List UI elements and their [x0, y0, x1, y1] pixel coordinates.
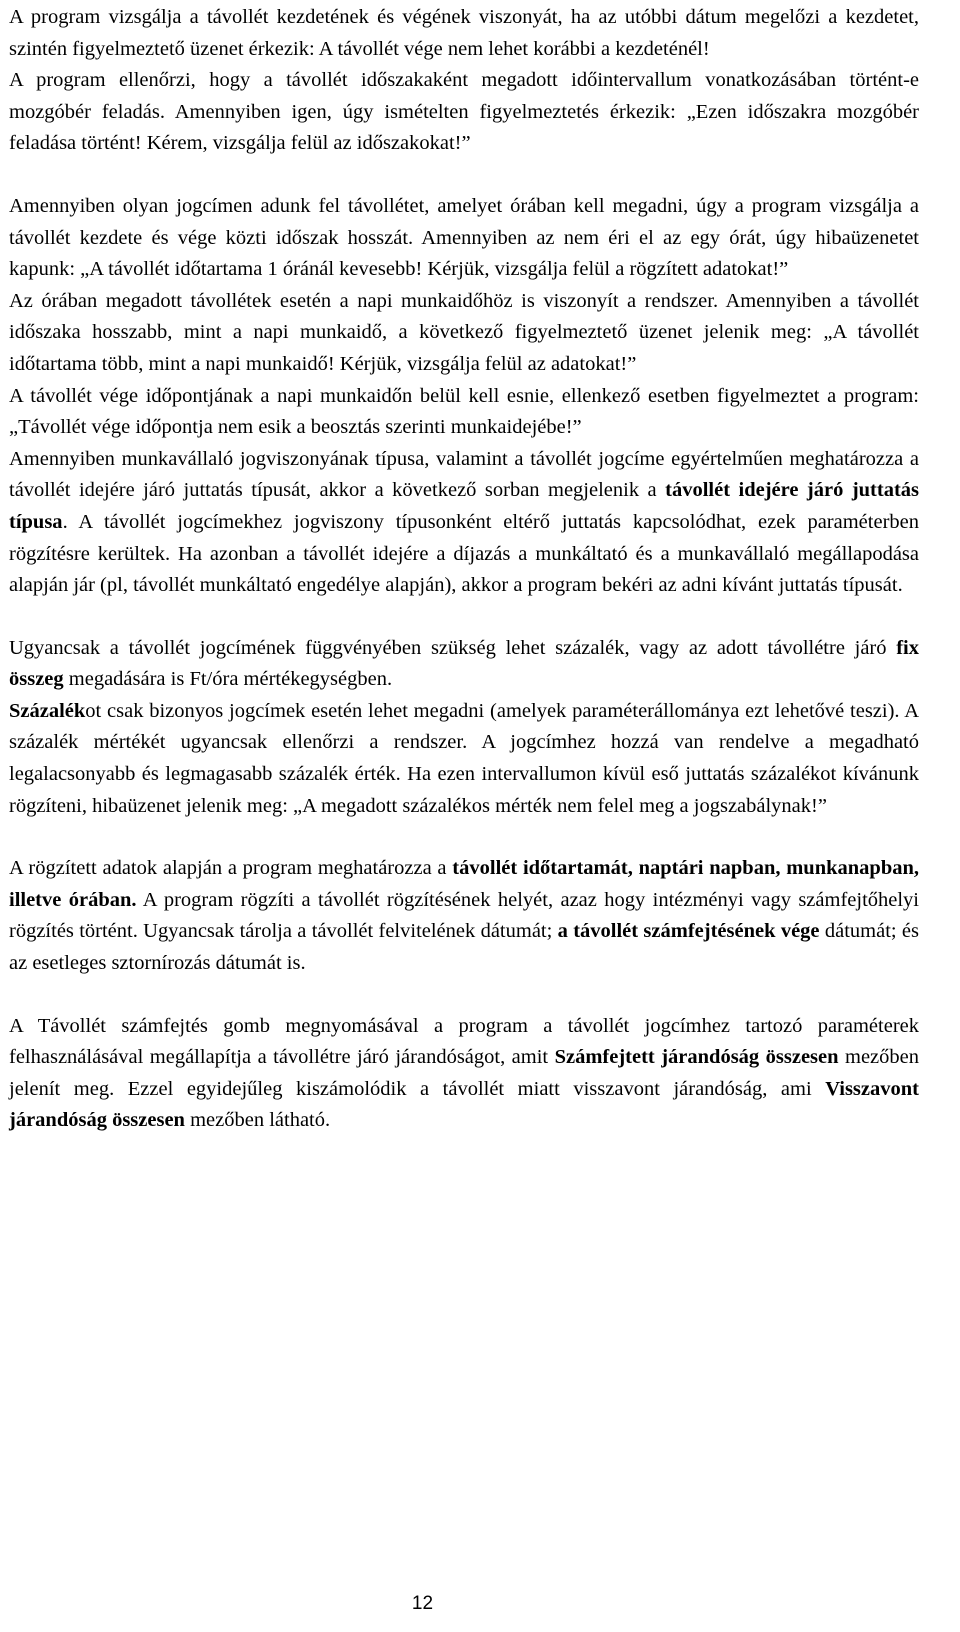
paragraph-mozgober-check: A program ellenőrzi, hogy a távollét időszakaként megadott időintervallum vonatkozásában történt-e mozgóbér feladás. Amennyiben igen, úgy ismételten figyelmeztetés érkezik: „Ezen időszakra mozgóbér feladása történt! Kérem, vizsgálja felül az időszakokat!” — [9, 69, 919, 155]
percentage-term: Százalék — [9, 699, 86, 722]
paragraph-end-before-start: A program vizsgálja a távollét kezdetének és végének viszonyát, ha az utóbbi dátum megelőzi a kezdetet, szintén figyelmeztető üzenet érkezik: A távollét vége nem lehet korábbi a kezdeténél! — [9, 6, 919, 60]
settled-total-term: Számfejtett járandóság összesen — [554, 1046, 839, 1069]
benefit-type-term: távollét idejére járó juttatás típusa — [9, 479, 920, 533]
paragraph-settlement-button: A Távollét számfejtés gomb megnyomásával a program a távollét jogcímhez tartozó paraméterek felhasználásával megállapítja a távollétre járó járandóságot, amit Számfejtett járandóság összesen mezőben jelenít meg. Ezzel egyidejűleg kiszámolódik a távollét miatt visszavont járandóság, ami Visszavont járandóság összesen mezőben látható. — [9, 1014, 919, 1132]
duration-term: távollét időtartamát, naptári napban, munkanapban, illetve órában. — [9, 857, 919, 911]
document-body — [9, 2, 919, 1137]
page-number: 12 — [411, 1593, 434, 1614]
paragraph-duration-calc: A rögzített adatok alapján a program meghatározza a távollét időtartamát, naptári napban, munkanapban, illetve órában. A program rögzíti a távollét rögzítésének helyét, azaz hogy intézményi vagy számfejtőhelyi rögzítés történt. Ugyancsak tárolja a távollét felvitelének dátumát; a távollét számfejtésének vége dátumát; és az esetleges sztornírozás dátumát is. — [9, 857, 920, 975]
revoked-total-term: Visszavont járandóság összesen — [9, 1077, 919, 1132]
paragraph-end-time-check: A távollét vége időpontjának a napi munkaidőn belül kell esnie, ellenkező esetben figyelmeztet a program: „Távollét vége időpontja nem esik a beosztás szerinti munkaidejébe!” — [9, 384, 919, 439]
paragraph-percentage: Százalékot csak bizonyos jogcímek esetén lehet megadni (amelyek paraméterállománya ezt lehetővé teszi). A százalék mértékét ugyancsak ellenőrzi a rendszer. A jogcímhez hozzá van rendelve a megadható legalacsonyabb és legmagasabb százalék érték. Ha ezen intervallumon kívül eső juttatás százalékot kívánunk rögzíteni, hibaüzenet jelenik meg: „A megadott százalékos mérték nem felel meg a jogszabálynak!” — [9, 699, 919, 817]
paragraph-benefit-type: Amennyiben munkavállaló jogviszonyának típusa, valamint a távollét jogcíme egyértelműen meghatározza a távollét idejére járó juttatás típusát, akkor a következő sorban megjelenik a távollét idejére járó juttatás típusa. A távollét jogcímekhez jogviszony típusonként eltérő juttatás kapcsolódhat, ezek paraméterben rögzítésre kerültek. Ha azonban a távollét idejére a díjazás a munkáltató és a munkavállaló megállapodása alapján jár (pl, távollét munkáltató engedélye alapján), akkor a program bekéri az adni kívánt juttatás típusát. — [9, 447, 920, 597]
paragraph-gap — [9, 980, 919, 1011]
paragraph-fixed-amount: Ugyancsak a távollét jogcímének függvényében szükség lehet százalék, vagy az adott távollétre járó fix összeg megadására is Ft/óra mértékegységben. — [9, 636, 919, 691]
paragraph-daily-worktime: Az órában megadott távollétek esetén a napi munkaidőhöz is viszonyít a rendszer. Amennyiben a távollét időszaka hosszabb, mint a napi munkaidő, a következő figyelmeztető üzenet jelenik meg: „A távollét időtartama több, mint a napi munkaidő! Kérjük, vizsgálja felül az adatokat!” — [9, 289, 919, 375]
settlement-end-term: a távollét számfejtésének vége — [557, 920, 820, 943]
paragraph-gap — [9, 160, 919, 191]
paragraph-hourly-duration: Amennyiben olyan jogcímen adunk fel távollétet, amelyet órában kell megadni, úgy a program vizsgálja a távollét kezdete és vége közti időszak hosszát. Amennyiben az nem éri el az egy órát, úgy hibaüzenetet kapunk: „A távollét időtartama 1 óránál kevesebb! Kérjük, vizsgálja felül a rögzített adatokat!” — [9, 194, 919, 281]
paragraph-gap — [9, 822, 919, 853]
paragraph-gap — [9, 602, 919, 633]
fixed-amount-term: fix összeg — [9, 636, 919, 691]
